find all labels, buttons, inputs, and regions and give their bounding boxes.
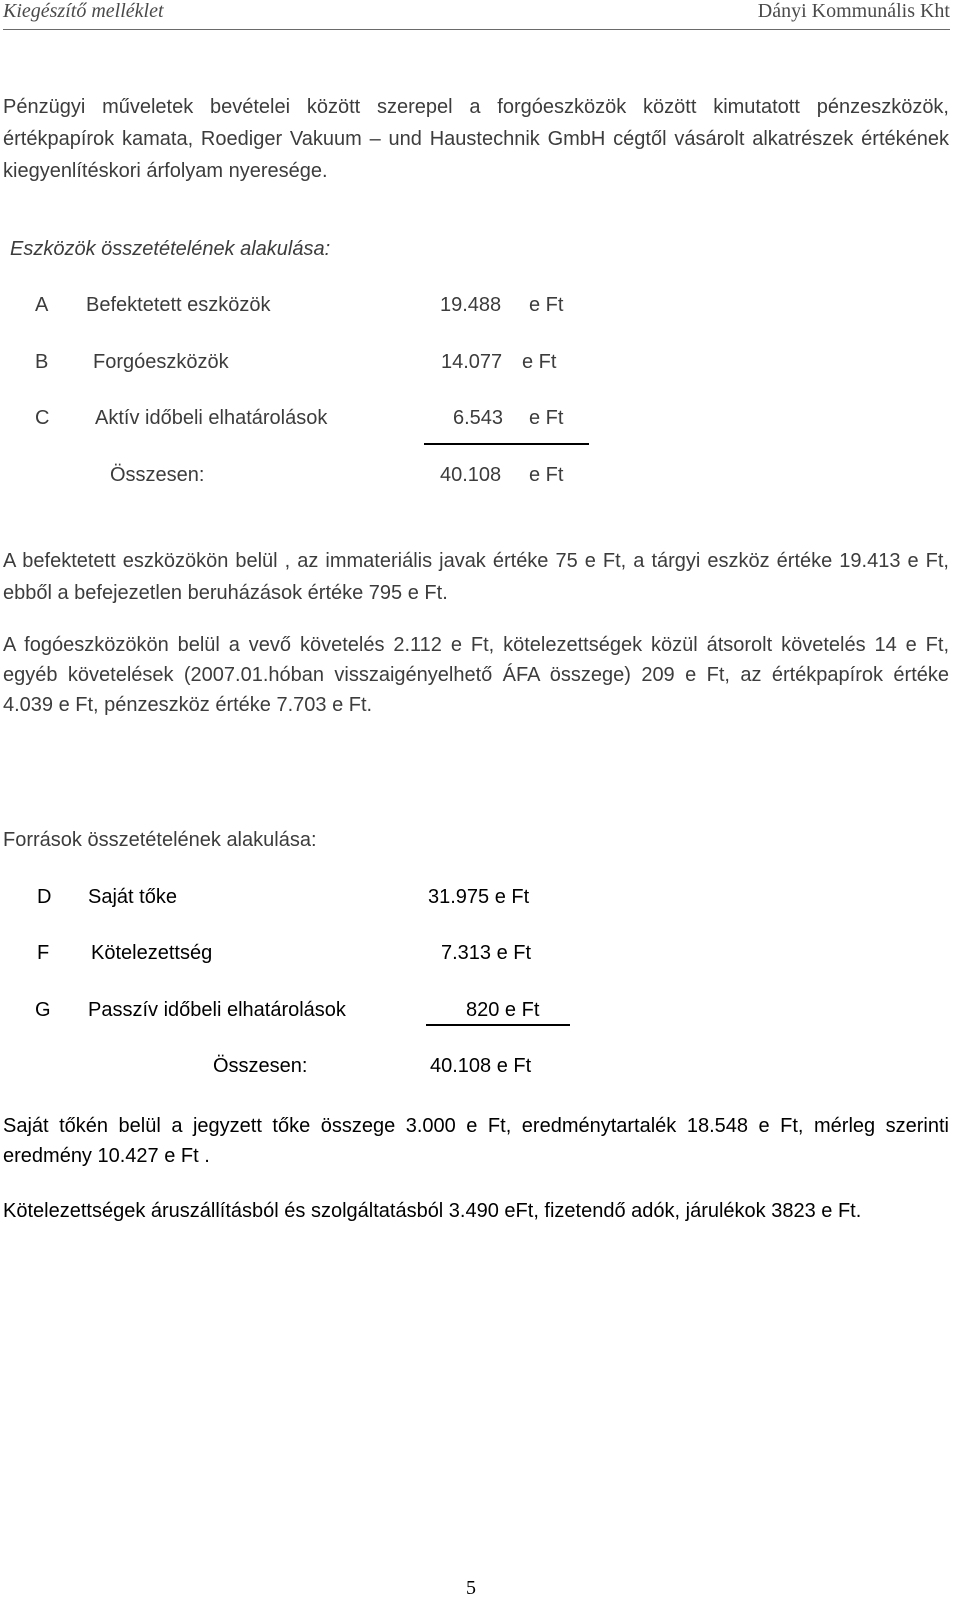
- source-code: D: [37, 886, 52, 908]
- assets-total-value: 40.108: [440, 464, 502, 486]
- source-label: Kötelezettség: [91, 942, 213, 964]
- asset-code: B: [35, 351, 49, 373]
- assets-heading: Eszközök összetételének alakulása:: [10, 238, 331, 260]
- source-value: 7.313 e Ft: [441, 942, 532, 964]
- assets-note-current: A fogóeszközökön belül a vevő követelés 2.112 e Ft, kötelezettségek közül átsorolt követelés 14 e Ft, egyéb követelések (2007.01.hóban visszaigényelhető ÁFA összege) 209 e Ft, az értékpapírok értéke 4.039 e Ft, pénzeszköz értéke 7.703 e Ft.: [3, 634, 949, 716]
- sources-total-row: [0, 1055, 960, 1083]
- asset-label: Aktív időbeli elhatárolások: [95, 407, 328, 429]
- source-value: 31.975 e Ft: [428, 886, 530, 908]
- header-right-company: Dányi Kommunális Kht: [757, 0, 950, 22]
- page-number: 5: [466, 1577, 476, 1599]
- header-divider: [3, 29, 950, 30]
- equity-note: Saját tőkén belül a jegyzett tőke összege 3.000 e Ft, eredménytartalék 18.548 e Ft, mérleg szerinti eredmény 10.427 e Ft .: [3, 1115, 949, 1167]
- sources-sum-rule: [426, 1024, 570, 1026]
- source-value: 820 e Ft: [466, 999, 540, 1021]
- asset-row-a: [0, 294, 960, 322]
- source-row-f: [0, 942, 960, 970]
- source-row-g: [0, 999, 960, 1027]
- page-header: [0, 0, 960, 34]
- asset-row-c: [0, 407, 960, 435]
- asset-value: 6.543: [453, 407, 504, 429]
- asset-label: Forgóeszközök: [93, 351, 229, 373]
- asset-unit: e Ft: [529, 294, 564, 316]
- header-left-title: Kiegészítő melléklet: [3, 0, 164, 22]
- asset-value: 14.077: [441, 351, 503, 373]
- source-code: G: [35, 999, 51, 1021]
- sources-heading: Források összetételének alakulása:: [3, 829, 317, 851]
- asset-row-b: [0, 351, 960, 379]
- asset-label: Befektetett eszközök: [86, 294, 271, 316]
- assets-total-label: Összesen:: [110, 464, 205, 486]
- sources-total-value: 40.108 e Ft: [430, 1055, 532, 1077]
- source-code: F: [37, 942, 50, 964]
- liabilities-note: Kötelezettségek áruszállításból és szolgáltatásból 3.490 eFt, fizetendő adók, járulékok 3823 e Ft.: [3, 1200, 862, 1222]
- source-row-d: [0, 886, 960, 914]
- asset-unit: e Ft: [522, 351, 557, 373]
- source-label: Passzív időbeli elhatárolások: [88, 999, 346, 1021]
- asset-value: 19.488: [440, 294, 502, 316]
- intro-paragraph: Pénzügyi műveletek bevételei között szerepel a forgóeszközök között kimutatott pénzeszközök, értékpapírok kamata, Roediger Vakuum – und Haustechnik GmbH cégtől vásárolt alkatrészek értékének kiegyenlítéskori árfolyam nyeresége.: [3, 96, 949, 182]
- asset-code: A: [35, 294, 49, 316]
- assets-total-unit: e Ft: [529, 464, 564, 486]
- asset-unit: e Ft: [529, 407, 564, 429]
- source-label: Saját tőke: [88, 886, 177, 908]
- asset-code: C: [35, 407, 50, 429]
- assets-note-fixed: A befektetett eszközökön belül , az immateriális javak értéke 75 e Ft, a tárgyi eszköz értéke 19.413 e Ft, ebből a befejezetlen beruházások értéke 795 e Ft.: [3, 550, 949, 604]
- sources-total-label: Összesen:: [213, 1055, 308, 1077]
- assets-sum-rule: [424, 443, 589, 445]
- assets-total-row: [0, 464, 960, 492]
